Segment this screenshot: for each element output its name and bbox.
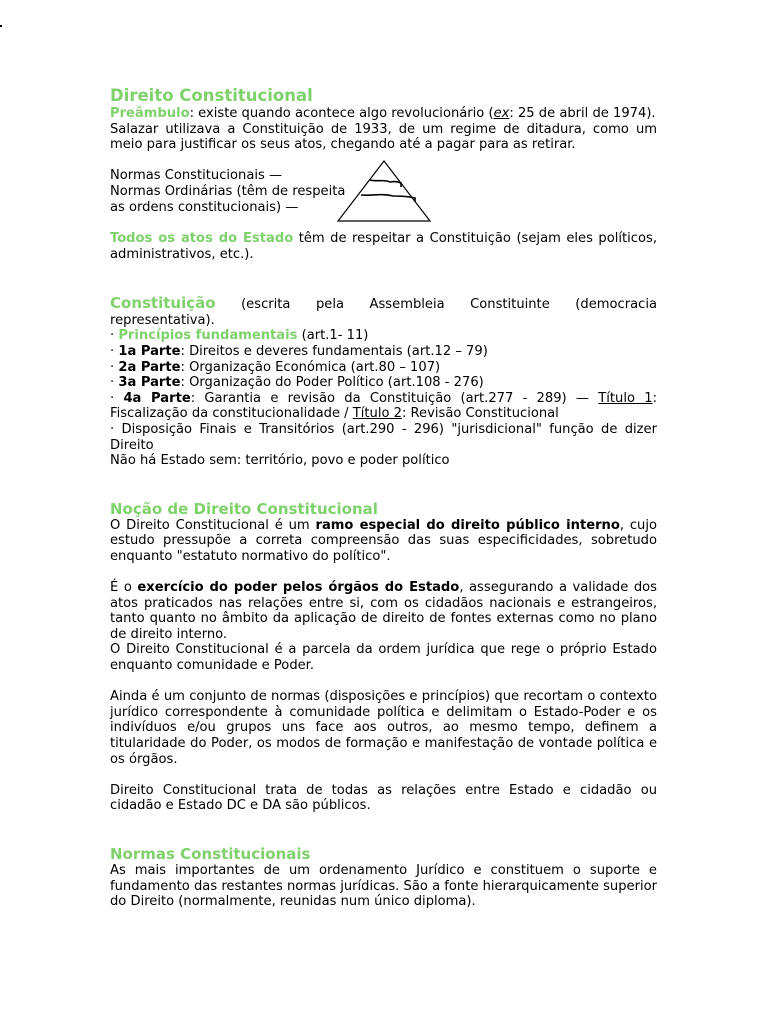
list-item-disposicao: · Disposição Finais e Transitórios (art.290 - 296) "jurisdicional" função de dizer Direito [110, 421, 657, 453]
list-item-principios: · Princípios fundamentais (art.1- 11) [110, 328, 369, 344]
titulo-2: Título 2 [352, 406, 402, 422]
preambulo-label: Preâmbulo [110, 106, 190, 121]
parte-2-label: 2a Parte [118, 359, 181, 375]
hierarchy-line-2: Normas Ordinárias (têm de respeita [110, 183, 346, 199]
preambulo-paragraph [110, 106, 657, 122]
titulo-2-text: : Revisão Constitucional [401, 406, 559, 422]
nocao-paragraph-2 [110, 580, 657, 642]
constituicao-paragraph [110, 294, 657, 328]
principios-text: (art.1- 11) [297, 328, 369, 344]
nocao-p2-bold: exercício do poder pelos órgãos do Estado [137, 580, 460, 596]
page-title: Direito Constitucional [110, 86, 313, 105]
parte-4-text: : Garantia e revisão da Constituição (art.277 - 289) — [190, 390, 599, 406]
nocao-p1-end: , cujo estudo pressupõe a correta compreensão das suas especificidades, sobretudo enquanto "estatuto normativo do político". [110, 517, 657, 564]
disposicao-text: Disposição Finais e Transitórios (art.290 - 296) "jurisdicional" função de dizer Direito [110, 421, 657, 453]
hierarchy-line-3: as ordens constitucionais) — [110, 199, 299, 215]
preambulo-text-end: : 25 de abril de 1974). [509, 106, 656, 121]
nocao-heading: Noção de Direito Constitucional [110, 499, 378, 518]
ex-abbrev: ex [493, 106, 510, 121]
normas-paragraph: As mais importantes de um ordenamento Jurídico e constituem o suporte e fundamento das restantes normas jurídicas. São a fonte hierarquicamente superior do Direito (normalmente, reunidas num único diploma). [110, 862, 657, 910]
todos-label: Todos os atos do Estado [110, 230, 294, 246]
nocao-p1-start: O Direito Constitucional é um [110, 517, 316, 533]
constituicao-label: Constituição [110, 294, 216, 313]
normas-heading: Normas Constitucionais [110, 844, 311, 863]
list-item-parte-4: · 4a Parte: Garantia e revisão da Constituição (art.277 - 289) — Título 1: Fiscalização da constitucionalidade / Título 2: Revisão Constitucional [110, 390, 658, 422]
nocao-paragraph-1 [110, 518, 657, 565]
document-page [110, 86, 657, 910]
parte-2-text: : Organização Económica (art.80 – 107) [180, 359, 441, 375]
todos-text: têm de respeitar a Constituição (sejam eles políticos, administrativos, etc.). [110, 230, 657, 262]
nocao-paragraph-3: O Direito Constitucional é a parcela da ordem jurídica que rege o próprio Estado enquanto comunidade e Poder. [110, 642, 657, 674]
list-item-parte-3: · 3a Parte: Organização do Poder Político (art.108 - 276) [110, 375, 484, 391]
nocao-p2-start: É o [110, 580, 138, 596]
nocao-paragraph-4: Ainda é um conjunto de normas (disposições e princípios) que recortam o contexto jurídico correspondente à comunidade política e delimitam o Estado-Poder e os indivíduos e/ou grupos uns face aos outros, ao mesmo tempo, definem a titularidade do Poder, os modos de formação e manifestação de vontade política e os órgãos. [110, 689, 657, 767]
nocao-paragraph-5: Direito Constitucional trata de todas as relações entre Estado e cidadão ou cidadão e Estado DC e DA são públicos. [110, 782, 657, 814]
parte-3-label: 3a Parte [118, 375, 181, 391]
todos-paragraph [110, 231, 657, 262]
estado-line: Não há Estado sem: território, povo e poder político [110, 453, 450, 469]
constituicao-text: (escrita pela Assembleia Constituinte (democracia representativa). [110, 297, 657, 328]
salazar-paragraph: Salazar utilizava a Constituição de 1933, de um regime de ditadura, como um meio para justificar os seus atos, chegando até a pagar para as retirar. [110, 121, 657, 153]
parte-4-label: 4a Parte [123, 390, 191, 406]
nocao-p1-bold: ramo especial do direito público interno [315, 517, 620, 533]
pyramid-icon [337, 160, 431, 222]
titulo-1-text: : Fiscalização da constitucionalidade / [110, 390, 658, 422]
hierarchy-block [110, 168, 657, 215]
list-item-parte-2: · 2a Parte: Organização Económica (art.80 – 107) [110, 359, 441, 375]
titulo-1: Título 1 [598, 390, 653, 406]
preambulo-text: : existe quando acontece algo revolucionário ( [189, 106, 494, 121]
parte-3-text: : Organização do Poder Político (art.108 - 276) [180, 375, 484, 391]
stray-dot [0, 25, 2, 27]
parte-1-label: 1a Parte [118, 343, 181, 359]
list-item-parte-1: · 1a Parte: Direitos e deveres fundamentais (art.12 – 79) [110, 343, 488, 359]
principios-label: Princípios fundamentais [118, 328, 298, 344]
parte-1-text: : Direitos e deveres fundamentais (art.12 – 79) [180, 343, 488, 359]
hierarchy-line-1: Normas Constitucionais — [110, 168, 283, 184]
nocao-p2-end: , assegurando a validade dos atos praticados nas relações entre si, com os cidadãos nacionais e estrangeiros, tanto quanto no âmbito da aplicação de direito de fontes externas como no plano de direito interno. [110, 580, 657, 642]
